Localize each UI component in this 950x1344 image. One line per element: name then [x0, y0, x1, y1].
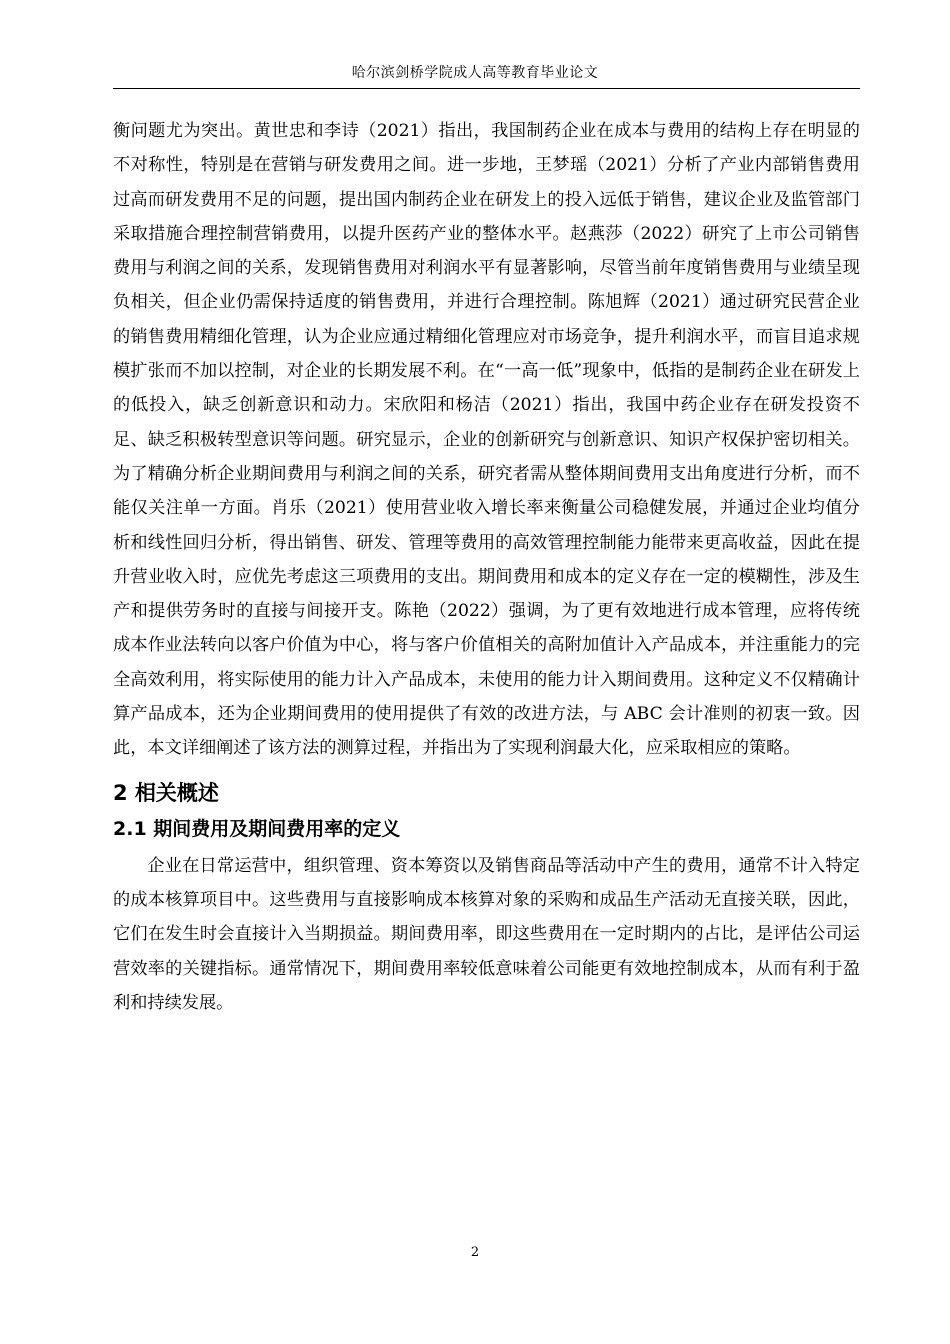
subsection-heading: 2.1 期间费用及期间费用率的定义 [113, 817, 401, 840]
header-divider [113, 88, 860, 89]
body-paragraph-continuation: 衡问题尤为突出。黄世忠和李诗（2021）指出，我国制药企业在成本与费用的结构上存在明显的不对称性，特别是在营销与研发费用之间。进一步地，王梦瑶（2021）分析了产业内部销售费用过高而研发费用不足的问题，提出国内制药企业在研发上的投入远低于销售，建议企业及监管部门采取措施合理控制营销费用，以提升医药产业的整体水平。赵燕莎（2022）研究了上市公司销售费用与利润之间的关系，发现销售费用对利润水平有显著影响，尽管当前年度销售费用与业绩呈现负相关，但企业仍需保持适度的销售费用，并进行合理控制。陈旭辉（2021）通过研究民营企业的销售费用精细化管理，认为企业应通过精细化管理应对市场竞争，提升利润水平，而盲目追求规模扩张而不加以控制，对企业的长期发展不利。在“一高一低”现象中，低指的是制药企业在研发上的低投入，缺乏创新意识和动力。宋欣阳和杨洁（2021）指出，我国中药企业存在研发投资不足、缺乏积极转型意识等问题。研究显示，企业的创新研究与创新意识、知识产权保护密切相关。为了精确分析企业期间费用与利润之间的关系，研究者需从整体期间费用支出角度进行分析，而不能仅关注单一方面。肖乐（2021）使用营业收入增长率来衡量公司稳健发展，并通过企业均值分析和线性回归分析，得出销售、研发、管理等费用的高效管理控制能力能带来更高收益，因此在提升营业收入时，应优先考虑这三项费用的支出。期间费用和成本的定义存在一定的模糊性，涉及生产和提供劳务时的直接与间接开支。陈艳（2022）强调，为了更有效地进行成本管理，应将传统成本作业法转向以客户价值为中心，将与客户价值相关的高附加值计入产品成本，并注重能力的完全高效利用，将实际使用的能力计入产品成本，未使用的能力计入期间费用。这种定义不仅精确计算产品成本，还为企业期间费用的使用提供了有效的改进方法，与 ABC 会计准则的初衷一致。因此，本文详细阐述了该方法的测算过程，并指出为了实现利润最大化，应采取相应的策略。 [113, 121, 860, 759]
page-number: 2 [470, 1245, 480, 1260]
section-heading: 2 相关概述 [113, 780, 219, 805]
running-header-title: 哈尔滨剑桥学院成人高等教育毕业论文 [351, 65, 599, 81]
page-content [113, 114, 860, 1020]
body-paragraph-definition: 企业在日常运营中，组织管理、资本筹资以及销售商品等活动中产生的费用，通常不计入特定的成本核算项目中。这些费用与直接影响成本核算对象的采购和成品生产活动无直接关联，因此，它们在发生时会直接计入当期损益。期间费用率，即这些费用在一定时期内的占比，是评估公司运营效率的关键指标。通常情况下，期间费用率较低意味着公司能更有效地控制成本，从而有利于盈利和持续发展。 [113, 855, 860, 1013]
